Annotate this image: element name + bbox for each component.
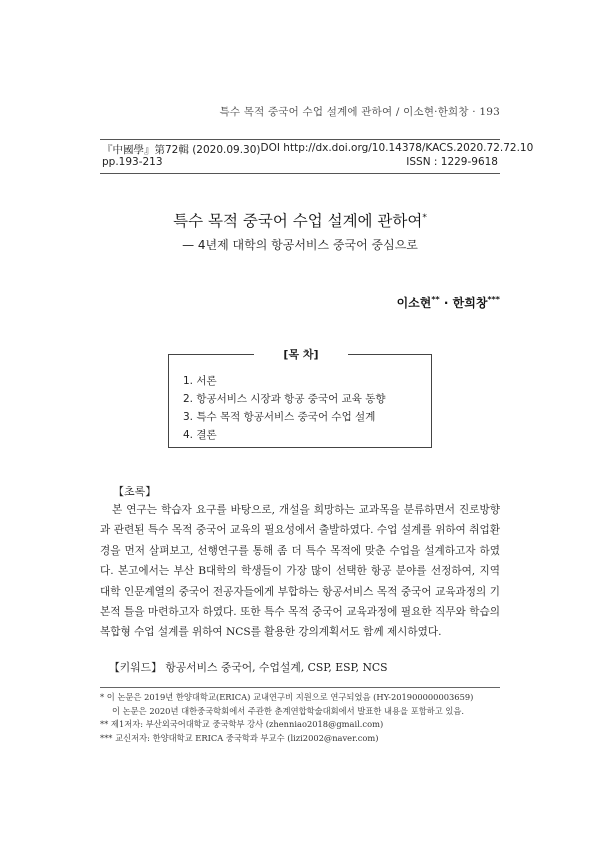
abstract-text: 본 연구는 학습자 요구를 바탕으로, 개설을 희망하는 교과목을 분류하면서 진로방향과 관련된 특수 목적 중국어 교육의 필요성에서 출발하였다. 수업 설계를 위하여 취업환경을 먼저 살펴보고, 선행연구를 통해 좀 더 특수 목적에 맞춘 수업을 설계하고자 하였다. 본고에서는 부산 B대학의 학생들이 가장 많이 선택한 항공 분야를 선정하여, 지역 대학 인문계열의 중국어 전공자들에게 부합하는 항공서비스 목적 중국어 교육과정의 기본적 틀을 마련하고자 하였다. 또한 특수 목적 중국어 교육과정에 필요한 직무와 학습의 복합형 수업 설계를 위하여 NCS를 활용한 강의계획서도 함께 제시하였다.: [100, 504, 500, 639]
running-head: 특수 목적 중국어 수업 설계에 관하여 / 이소현·한희창 · 193: [219, 106, 500, 118]
author-1-mark: **: [431, 295, 440, 304]
abstract-heading: 【초록】: [113, 485, 157, 498]
footnote-1: * 이 논문은 2019년 한양대학교(ERICA) 교내연구비 지원으로 연구되었음 (HY-201900000003659): [100, 692, 474, 702]
paper-title: [100, 209, 500, 231]
journal-meta-line-1: [102, 142, 534, 157]
toc-heading: [목 차]: [254, 346, 348, 362]
paper-title-text: 특수 목적 중국어 수업 설계에 관하여: [173, 212, 423, 230]
toc-item: 1. 서론: [183, 375, 217, 387]
author-1-name: 이소현: [396, 296, 432, 310]
footnotes: [100, 691, 510, 745]
toc-list: [183, 372, 385, 444]
footnote-3: *** 교신저자: 한양대학교 ERICA 중국학과 부교수 (lizi2002@naver.com): [100, 732, 379, 743]
doi[interactable]: DOI http://dx.doi.org/10.14378/KACS.2020.72.72.10: [260, 142, 534, 154]
keywords: 【키워드】 항공서비스 중국어, 수업설계, CSP, ESP, NCS: [109, 661, 388, 674]
footnote-rule: [100, 687, 500, 688]
toc-item: 2. 항공서비스 시장과 항공 중국어 교육 동향: [183, 393, 386, 405]
meta-rule-bottom: [100, 173, 500, 174]
issn: ISSN : 1229-9618: [406, 156, 498, 168]
toc-item: 3. 특수 목적 항공서비스 중국어 수업 설계: [183, 411, 376, 423]
meta-rule-top: [100, 139, 500, 140]
journal-meta-line-2: [102, 156, 498, 168]
abstract-body: [100, 500, 500, 643]
toc-item: 4. 결론: [183, 429, 217, 441]
journal-issue: 『中國學』第72輯 (2020.09.30): [102, 144, 261, 156]
author-separator: ·: [439, 296, 453, 310]
footnote-2: ** 제1저자: 부산외국어대학교 중국학부 강사 (zhenniao2018@gmail.com): [100, 719, 384, 729]
author-2-mark: ***: [487, 295, 500, 304]
author-2-name: 한희창: [452, 296, 488, 310]
title-footnote-mark: *: [422, 212, 427, 223]
page-range: pp.193-213: [102, 156, 163, 168]
paper-subtitle: — 4년제 대학의 항공서비스 중국어 중심으로: [182, 238, 418, 252]
footnote-1-cont: 이 논문은 2020년 대한중국학회에서 주관한 춘계연합학술대회에서 발표한 내용을 포함하고 있음.: [112, 705, 465, 716]
author-line: [397, 294, 500, 311]
